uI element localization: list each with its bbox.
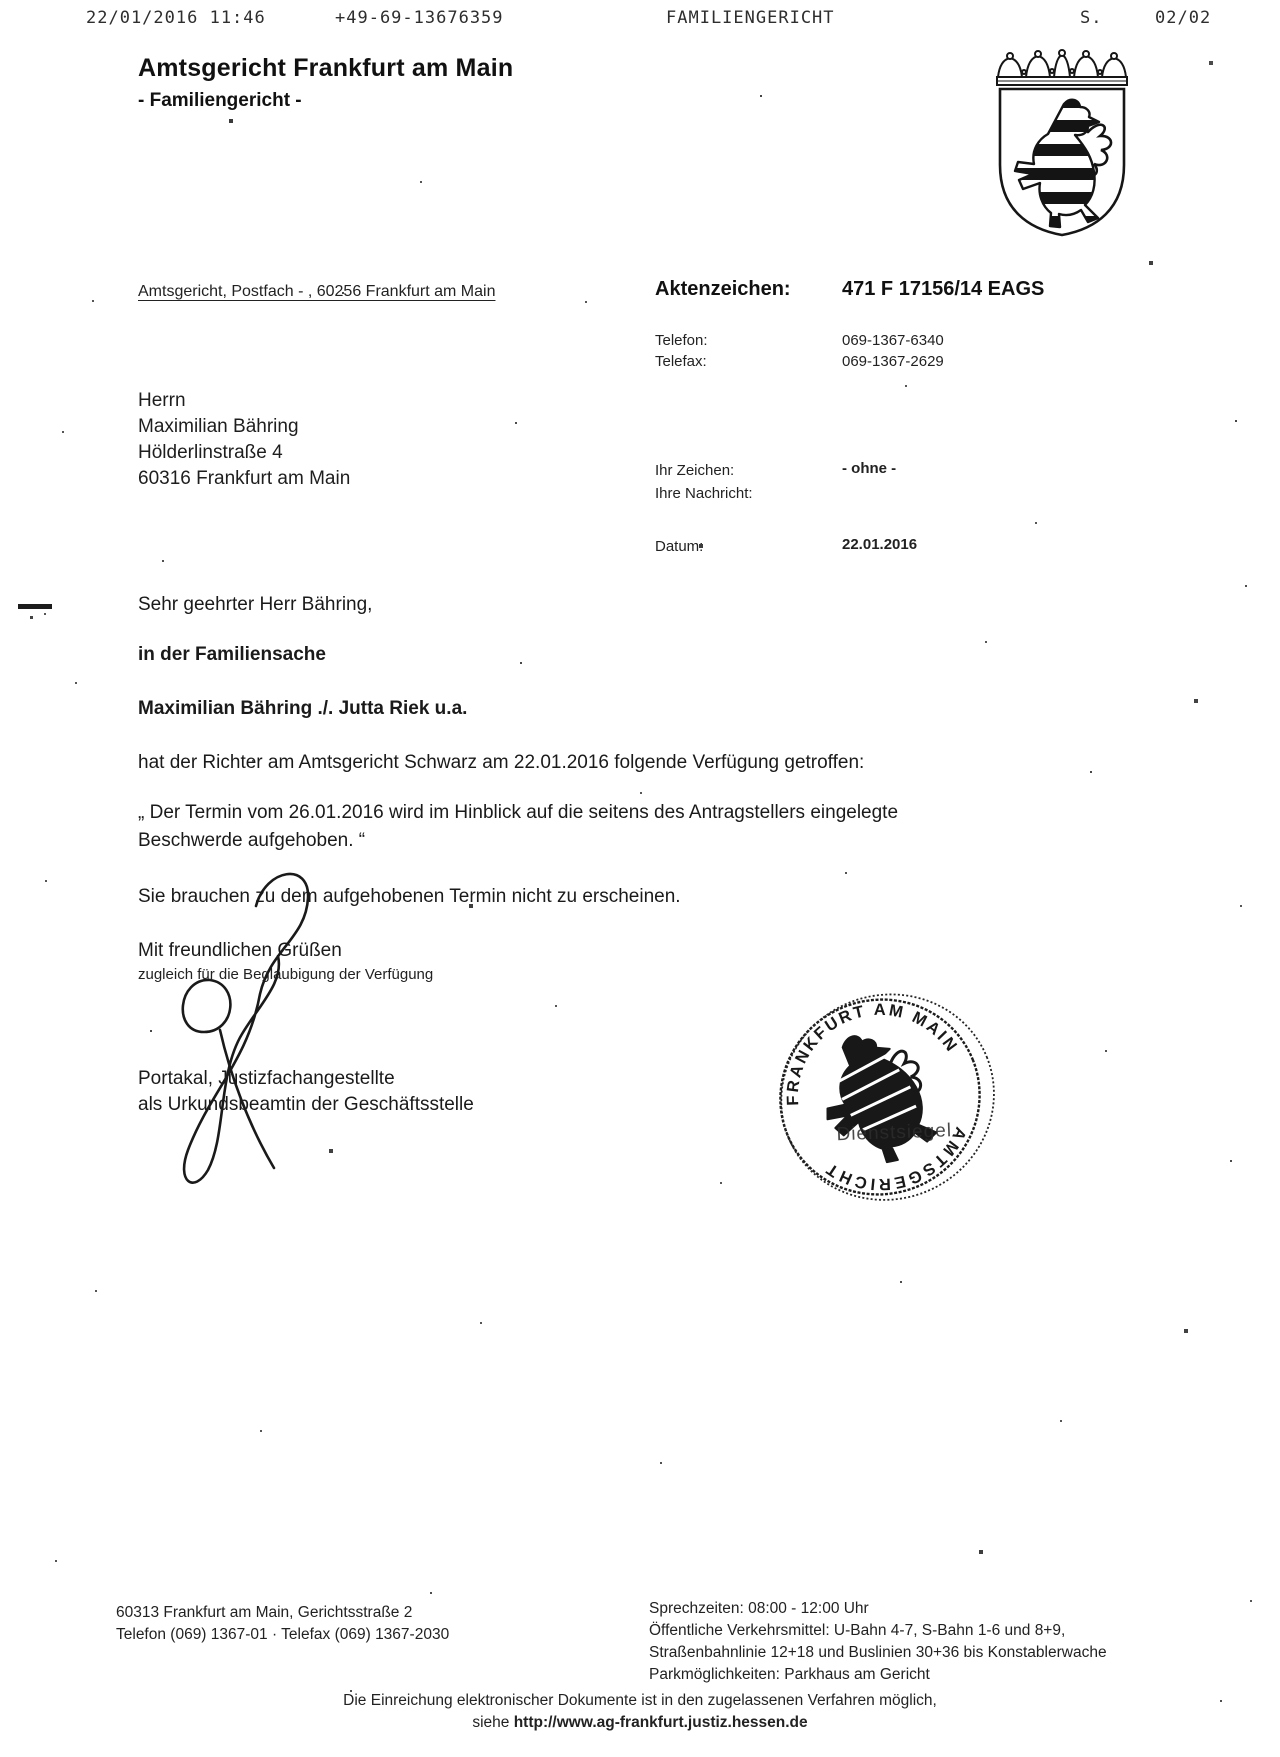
- fax-datetime: 22/01/2016 11:46: [86, 8, 266, 28]
- footer-efiling-note-line2: [190, 1714, 1090, 1732]
- handwritten-signature: [148, 862, 408, 1212]
- efiling-note-url: http://www.ag-frankfurt.justiz.hessen.de: [513, 1714, 808, 1731]
- recipient-street: Hölderlinstraße 4: [138, 442, 283, 463]
- datum-value: 22.01.2016: [842, 536, 918, 553]
- recipient-name: Maximilian Bähring: [138, 416, 299, 437]
- crest-crown: [997, 50, 1127, 85]
- court-seal-stamp: [752, 975, 1008, 1221]
- recipient-city: 60316 Frankfurt am Main: [138, 468, 351, 489]
- ruling-quote-line2: Beschwerde aufgehoben. “: [138, 830, 366, 851]
- ihre-nachricht-label: Ihre Nachricht:: [655, 485, 753, 502]
- court-name-title: Amtsgericht Frankfurt am Main: [138, 54, 514, 82]
- efiling-note-prefix: siehe: [472, 1714, 514, 1731]
- ihr-zeichen-label: Ihr Zeichen:: [655, 462, 735, 479]
- signer-name-line: Portakal, Justizfachangestellte: [138, 1068, 395, 1089]
- aktenzeichen-value: 471 F 17156/14 EAGS: [842, 278, 1045, 300]
- telefon-label: Telefon:: [655, 332, 708, 349]
- footer-court-address: 60313 Frankfurt am Main, Gerichtsstraße 2: [116, 1604, 413, 1621]
- notice-line: Sie brauchen zu dem aufgehobenen Termin nicht zu erscheinen.: [138, 886, 681, 907]
- closing-line: Mit freundlichen Grüßen: [138, 940, 342, 961]
- telefon-value: 069-1367-6340: [842, 332, 944, 349]
- footer-parking: Parkmöglichkeiten: Parkhaus am Gericht: [649, 1666, 930, 1683]
- seal-ring-text-top: FRANKFURT AM MAIN: [783, 1000, 962, 1106]
- case-intro-line: in der Familiensache: [138, 644, 326, 665]
- footer-transit-line1: Öffentliche Verkehrsmittel: U-Bahn 4-7, S-Bahn 1-6 und 8+9,: [649, 1622, 1066, 1639]
- seal-ring-text-bottom: AMTSGERICHT: [821, 1124, 970, 1194]
- aktenzeichen-label: Aktenzeichen:: [655, 278, 791, 300]
- scan-speck: [30, 616, 33, 619]
- scan-speck: [44, 613, 46, 615]
- footer-hours: Sprechzeiten: 08:00 - 12:00 Uhr: [649, 1600, 869, 1617]
- fax-sender-name: FAMILIENGERICHT: [666, 8, 835, 28]
- telefax-label: Telefax:: [655, 353, 707, 370]
- hessen-coat-of-arms-icon: [990, 48, 1134, 244]
- return-address-line: Amtsgericht, Postfach - , 60256 Frankfurt am Main: [138, 283, 496, 300]
- ihr-zeichen-value: - ohne -: [842, 460, 897, 477]
- salutation-line: Sehr geehrter Herr Bähring,: [138, 594, 373, 615]
- ruling-intro-line: hat der Richter am Amtsgericht Schwarz am 22.01.2016 folgende Verfügung getroffen:: [138, 752, 865, 773]
- footer-court-phone: Telefon (069) 1367-01 · Telefax (069) 1367-2030: [116, 1626, 450, 1643]
- fax-page-label: S.: [1080, 8, 1103, 28]
- footer-efiling-note-line1: Die Einreichung elektronischer Dokumente ist in den zugelassenen Verfahren möglich,: [343, 1692, 937, 1709]
- fax-page-value: 02/02: [1155, 8, 1212, 28]
- seal-center-text: Dienstsiegel: [836, 1120, 953, 1146]
- fold-mark: [18, 604, 52, 609]
- datum-label: Datum:: [655, 538, 704, 555]
- footer-transit-line2: Straßenbahnlinie 12+18 und Buslinien 30+36 bis Konstablerwache: [649, 1644, 1107, 1661]
- ruling-quote-line1: „ Der Termin vom 26.01.2016 wird im Hinblick auf die seitens des Antragstellers eingelegte: [138, 802, 899, 823]
- telefax-value: 069-1367-2629: [842, 353, 944, 370]
- case-parties-line: Maximilian Bähring ./. Jutta Riek u.a.: [138, 698, 468, 719]
- closing-note-line: zugleich für die Beglaubigung der Verfügung: [138, 966, 434, 983]
- recipient-salutation-line: Herrn: [138, 390, 186, 411]
- court-department-subtitle: - Familiengericht -: [138, 90, 302, 111]
- fax-number: +49-69-13676359: [335, 8, 504, 28]
- scan-noise-speckles: [0, 0, 2, 2]
- signer-role-line: als Urkundsbeamtin der Geschäftsstelle: [138, 1094, 474, 1115]
